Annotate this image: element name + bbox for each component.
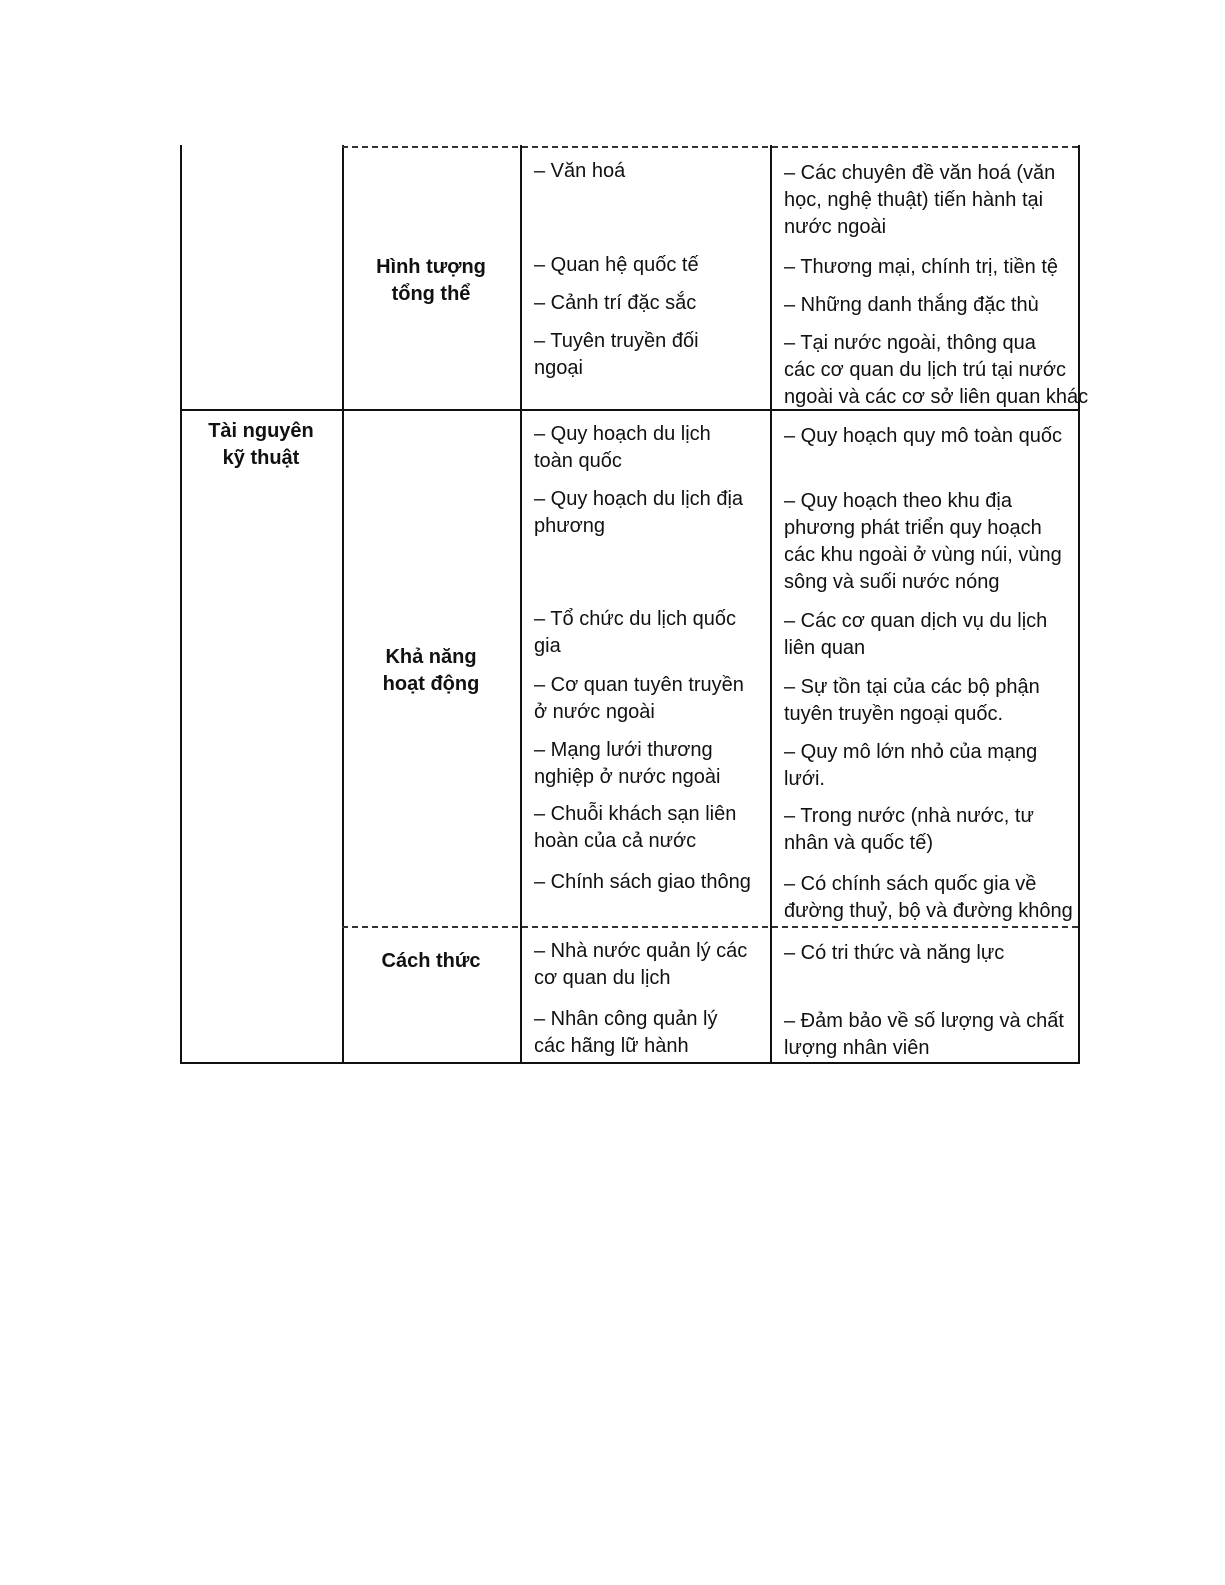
element-cell: – Văn hoá [534,160,626,182]
element-cell: – Quan hệ quốc tế [534,254,699,276]
table-left-border [180,145,182,1063]
element-cell: – Cảnh trí đặc sắc [534,292,697,314]
element-cell: – Chuỗi khách sạn liên hoàn của cả nước [534,803,737,852]
detail-cell: – Có tri thức và năng lực [784,942,1005,964]
table-right-border [1078,145,1080,1063]
element-cell: – Quy hoạch du lịch địa phương [534,488,744,537]
top-dashed-border [342,146,1078,148]
element-cell: – Nhà nước quản lý các cơ quan du lịch [534,940,748,989]
detail-cell: – Có chính sách quốc gia về đường thuỷ, bộ và đường không [784,873,1073,922]
element-cell: – Cơ quan tuyên truyền ở nước ngoài [534,674,744,723]
detail-cell: – Các chuyên đề văn hoá (văn học, nghệ thuật) tiến hành tại nước ngoài [784,162,1056,238]
detail-cell: – Quy mô lớn nhỏ của mạng lưới. [784,741,1038,790]
row-divider-cach-thuc [342,926,1078,928]
category-cach-thuc: Cách thức [381,950,481,972]
element-cell: – Quy hoạch du lịch toàn quốc [534,423,711,472]
element-cell: – Tổ chức du lịch quốc gia [534,608,737,657]
detail-cell: – Quy hoạch theo khu địa phương phát triển quy hoạch các khu ngoài ở vùng núi, vùng sông và suối nước nóng [784,490,1062,593]
table-bottom-border [180,1062,1080,1064]
detail-cell: – Tại nước ngoài, thông qua các cơ quan du lịch trú tại nước ngoài và các cơ sở liên quan khác [784,332,1089,408]
element-cell: – Nhân công quản lý các hãng lữ hành [534,1008,718,1057]
element-cell: – Mạng lưới thương nghiệp ở nước ngoài [534,739,721,788]
detail-cell: – Quy hoạch quy mô toàn quốc [784,425,1062,447]
detail-cell: – Các cơ quan dịch vụ du lịch liên quan [784,610,1048,659]
detail-cell: – Thương mại, chính trị, tiền tệ [784,256,1059,278]
element-cell: – Tuyên truyền đối ngoại [534,330,699,379]
detail-cell: – Sự tồn tại của các bộ phận tuyên truyền ngoại quốc. [784,676,1040,725]
detail-cell: – Trong nước (nhà nước, tư nhân và quốc tế) [784,805,1034,854]
detail-cell: – Những danh thắng đặc thù [784,294,1039,316]
element-cell: – Chính sách giao thông [534,871,751,893]
category-tai-nguyen: Tài nguyên kỹ thuật [208,420,314,469]
category-kha-nang: Khả năng hoạt động [382,646,480,695]
detail-cell: – Đảm bảo về số lượng và chất lượng nhân viên [784,1010,1064,1059]
category-hinh-tuong: Hình tượng tổng thể [376,256,486,305]
